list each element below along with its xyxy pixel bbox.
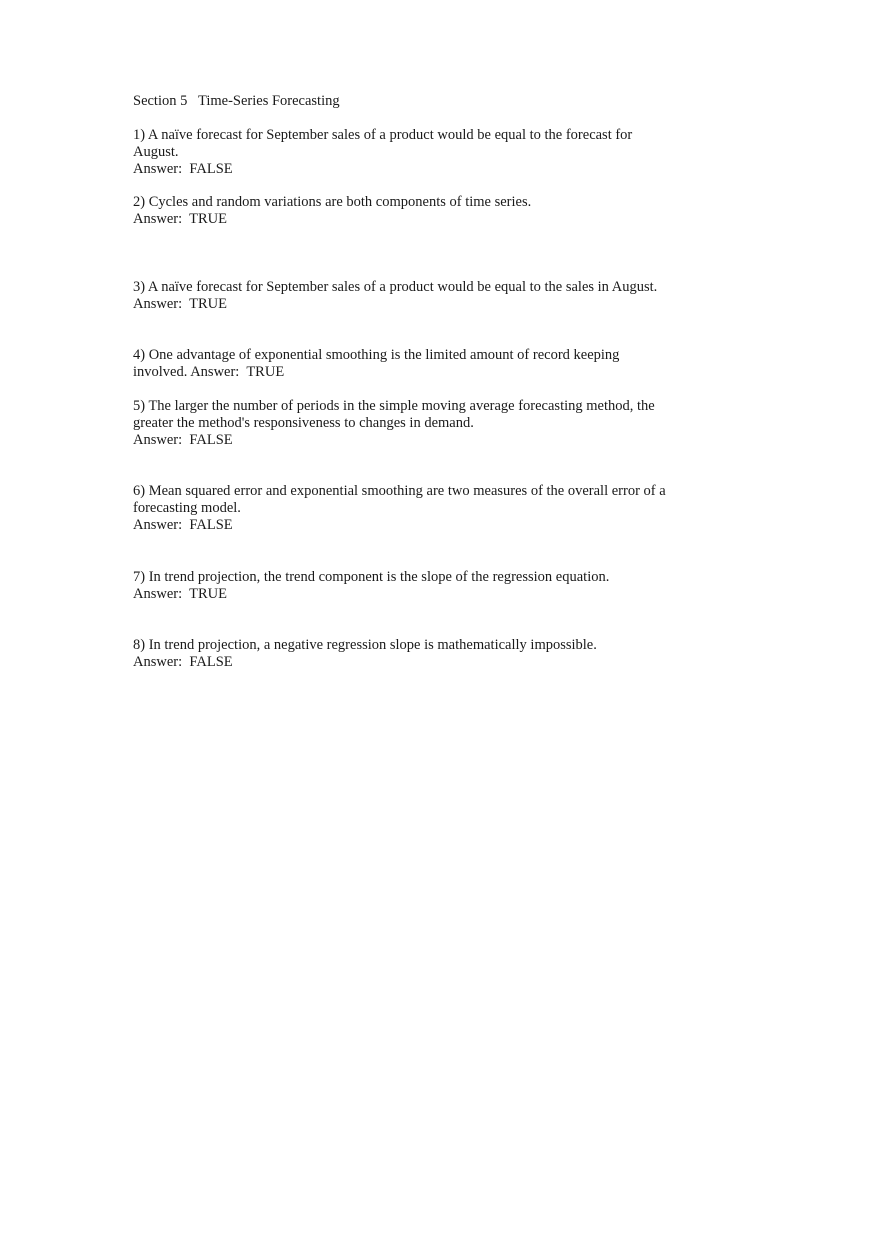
question-text: 7) In trend projection, the trend component is the slope of the regression equation.	[133, 569, 610, 585]
question-text: 8) In trend projection, a negative regression slope is mathematically impossible.	[133, 637, 597, 653]
question-1	[133, 127, 653, 178]
question-6	[133, 483, 693, 534]
question-3	[133, 279, 703, 313]
question-8	[133, 637, 693, 671]
question-5	[133, 398, 678, 449]
question-text: 2) Cycles and random variations are both components of time series.	[133, 194, 532, 210]
question-text: 1) A naïve forecast for September sales of a product would be equal to the forecast for August.	[133, 127, 633, 160]
question-text: 6) Mean squared error and exponential smoothing are two measures of the overall error of a forecasting model.	[133, 483, 666, 516]
section-title: Section 5 Time-Series Forecasting	[133, 93, 340, 109]
question-answer: Answer: FALSE	[133, 517, 233, 533]
question-7	[133, 569, 693, 603]
question-text: 3) A naïve forecast for September sales of a product would be equal to the sales in August.	[133, 279, 658, 295]
question-text: 5) The larger the number of periods in the simple moving average forecasting method, the greater the method's responsiveness to changes in demand.	[133, 398, 655, 431]
question-answer: Answer: TRUE	[133, 211, 227, 227]
question-answer: Answer: FALSE	[133, 654, 233, 670]
question-answer: Answer: FALSE	[133, 161, 233, 177]
question-answer: Answer: TRUE	[190, 364, 285, 380]
question-answer: Answer: TRUE	[133, 296, 227, 312]
question-text: 4) One advantage of exponential smoothing is the limited amount of record keeping involved.	[133, 347, 620, 380]
question-answer: Answer: FALSE	[133, 432, 233, 448]
question-2	[133, 194, 693, 228]
question-4	[133, 347, 643, 381]
question-answer: Answer: TRUE	[133, 586, 227, 602]
